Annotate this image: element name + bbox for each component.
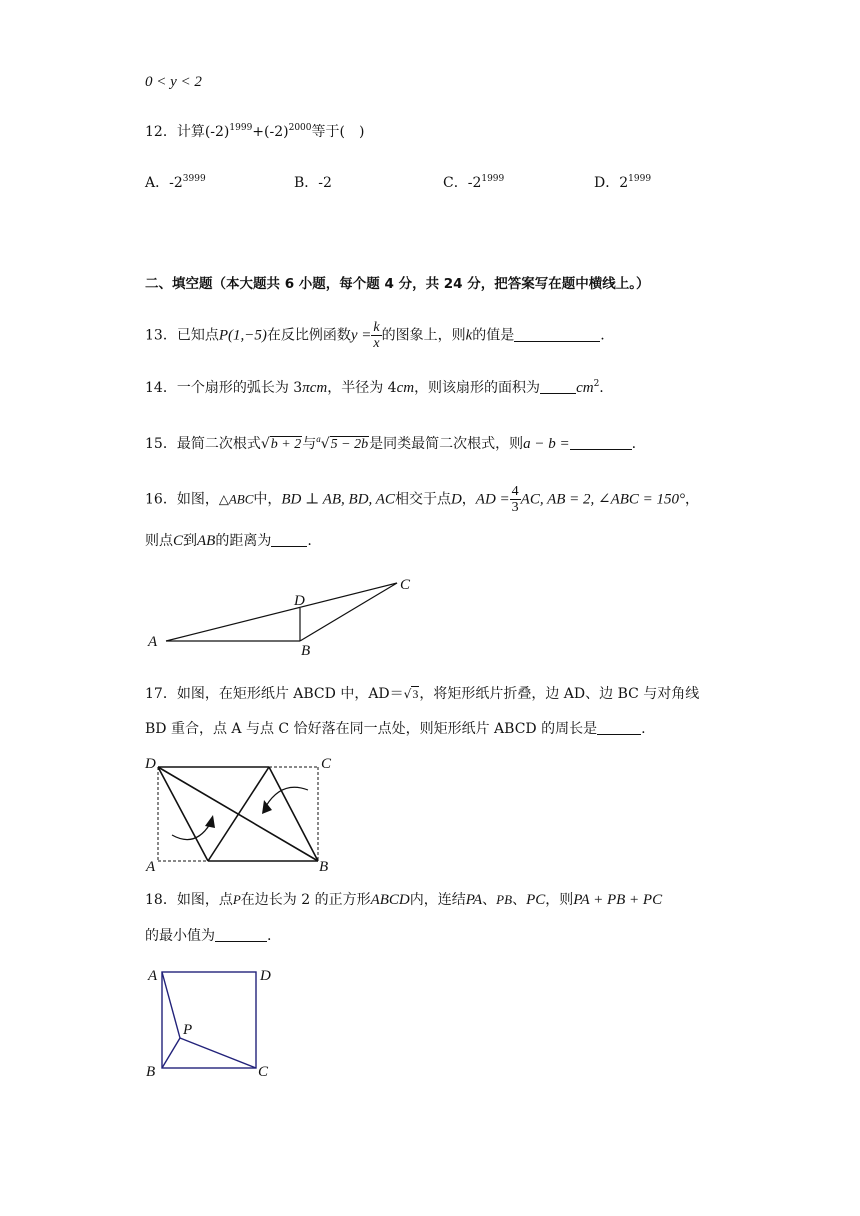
radical-sign: √ <box>260 436 270 452</box>
question-17-line-2: BD 重合，点 A 与点 C 恰好落在同一点处，则矩形纸片 ABCD 的周长是 . <box>145 721 646 737</box>
question-14: 14．一个扇形的弧长为 3πcm，半径为 4cm，则该扇形的面积为 $cm^2$. <box>145 379 604 396</box>
label-c: C <box>258 1064 269 1080</box>
question-17: 17．如图，在矩形纸片 ABCD 中，AD＝√3，将矩形纸片折叠，边 AD、边 BC 与对角线 <box>145 686 700 702</box>
label-c: C <box>321 756 332 772</box>
question-15: 15．最简二次根式√b + 2与$^a$√5 − 2b是同类最简二次根式，则a − b = . <box>145 434 637 452</box>
question-16: 16．如图，△ABC中，BD ⊥ AB, BD, AC相交于点D，AD = $\frac{4}{3}$ AC, AB = 2, ∠ABC = 150°， <box>145 484 700 515</box>
label-a: A <box>148 968 158 984</box>
question-18-line-2: 的最小值为 . <box>145 928 272 944</box>
segment-pc <box>180 1038 256 1068</box>
section-heading: 二、填空题（本大题共 6 小题，每个题 4 分，共 24 分，把答案写在题中横线上。） <box>145 276 650 292</box>
label-p: P <box>183 1022 193 1038</box>
label-b: B <box>146 1064 156 1080</box>
question-18: 18．如图，点P在边长为 2 的正方形ABCD内，连结PA、PB、PC，则PA + PB + PC <box>145 892 663 908</box>
segment-pb <box>162 1038 180 1068</box>
segment-pa <box>162 972 180 1038</box>
label-a: A <box>146 859 156 875</box>
option-c[interactable]: C．$-2^{1999}$ <box>443 174 505 191</box>
previous-option-fragment: 0 < y < 2 <box>145 74 202 90</box>
square-abcd <box>162 972 256 1068</box>
radical-sign: √ <box>403 687 412 701</box>
fraction-k-over-x: $\frac{k}{x}$ <box>373 320 380 351</box>
fraction-4-over-3: $\frac{4}{3}$ <box>511 484 519 515</box>
label-b: B <box>301 643 311 659</box>
label-a: A <box>148 634 158 650</box>
label-c: C <box>400 577 411 593</box>
label-d: D <box>145 756 156 772</box>
option-b[interactable]: B．-2 <box>294 175 332 191</box>
label-d: D <box>260 968 271 984</box>
label-b: B <box>319 859 329 875</box>
radical-sign: √ <box>320 436 330 452</box>
label-d: D <box>294 593 305 609</box>
question-13: 13．已知点P(1,−5)在反比例函数y = $\frac{k}{x}$ 的图象上，则k的值是 . <box>145 320 605 351</box>
option-a[interactable]: A．$-2^{3999}$ <box>145 174 206 191</box>
question-16-line-2: 则点C到AB的距离为 . <box>145 533 312 549</box>
question-12: 12．计算$(-2)^{1999}+(-2)^{2000}$等于( ) <box>145 123 365 140</box>
option-d[interactable]: D．$2^{1999}$ <box>594 174 652 191</box>
